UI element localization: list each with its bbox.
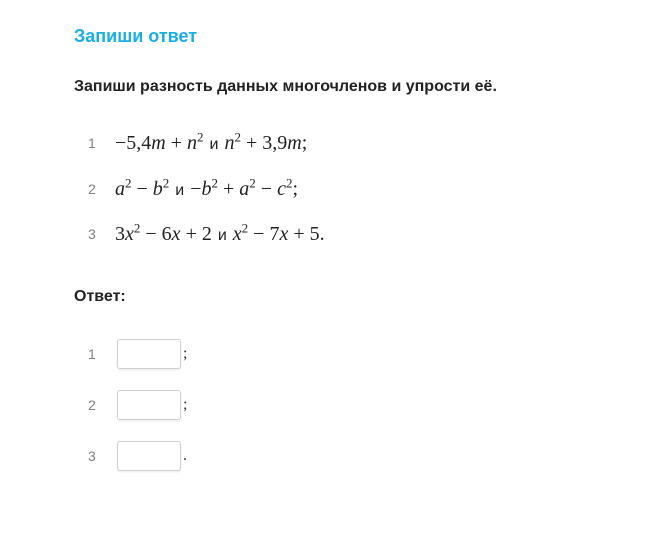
problem-expression: $a^2 - b^2$ $и -b^2 + a^2 - c^2$; [115, 174, 299, 200]
problem-number: 1 [88, 135, 96, 151]
answer-input-3[interactable] [117, 441, 181, 471]
answer-number: 1 [88, 346, 96, 362]
problem-item-3 [88, 219, 325, 246]
answer-punctuation: ; [183, 396, 188, 413]
section-title: Запиши ответ [74, 26, 198, 46]
problem-number: 3 [88, 226, 96, 242]
answer-input-1[interactable] [117, 339, 181, 369]
problem-item-2 [88, 174, 299, 201]
problem-item-1 [88, 128, 308, 155]
answer-row-3 [88, 439, 187, 473]
problem-expression: $-5,4m + n^2$ и $n^2 + 3,9m$; [115, 128, 308, 154]
answer-number: 2 [88, 397, 96, 413]
answer-punctuation: . [183, 447, 187, 464]
problem-number: 2 [88, 181, 96, 197]
answer-row-1 [88, 337, 187, 371]
answer-punctuation: ; [183, 345, 188, 362]
answer-input-2[interactable] [117, 390, 181, 420]
answer-number: 3 [88, 448, 96, 464]
answer-row-2 [88, 388, 187, 422]
answer-label: Ответ: [74, 288, 126, 305]
task-instruction: Запиши разность данных многочленов и упрости её. [74, 78, 497, 95]
problem-expression: $3x^2 - 6x + 2$ и $x^2 - 7x + 5$. [115, 219, 325, 245]
